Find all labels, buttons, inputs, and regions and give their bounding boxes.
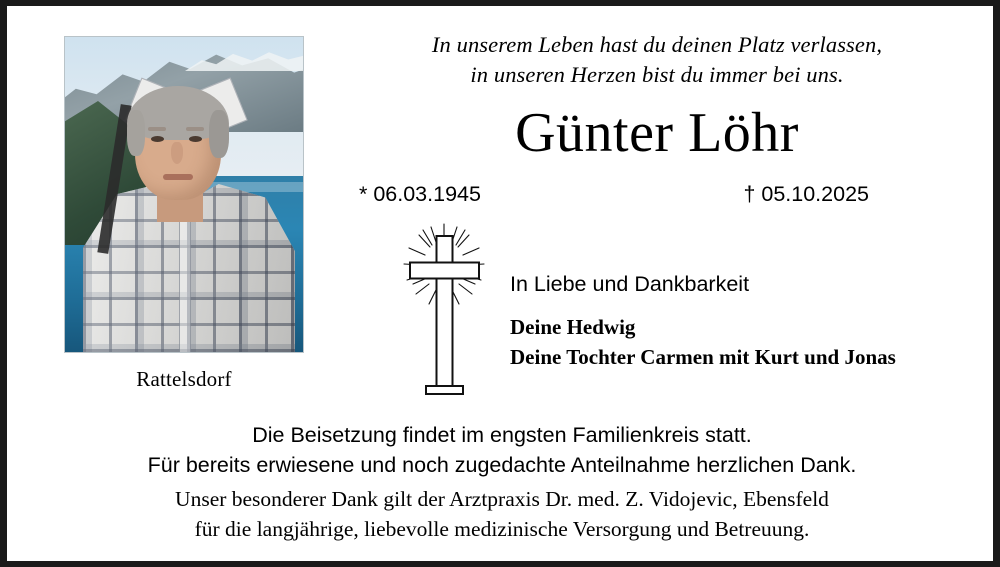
life-dates bbox=[359, 182, 869, 207]
photo-eyebrow-left bbox=[148, 127, 166, 131]
death-date: † 05.10.2025 bbox=[743, 182, 869, 206]
deceased-name: Günter Löhr bbox=[515, 102, 799, 164]
portrait-photo bbox=[64, 36, 304, 353]
portrait-block bbox=[64, 36, 304, 392]
verse bbox=[337, 30, 977, 90]
verse-line-2: in unseren Herzen bist du immer bei uns. bbox=[470, 61, 844, 87]
notice-inner bbox=[7, 6, 993, 561]
thanks-line-1: Unser besonderer Dank gilt der Arztpraxis Dr. med. Z. Vidojevic, Ebensfeld bbox=[175, 487, 829, 511]
photo-hair-left bbox=[127, 110, 145, 156]
photo-mouth bbox=[163, 174, 193, 180]
photo-nose bbox=[171, 142, 183, 164]
photo-eyebrow-right bbox=[186, 127, 204, 131]
survivor-2: Deine Tochter Carmen mit Kurt und Jonas bbox=[510, 344, 896, 369]
cross-icon bbox=[390, 218, 500, 398]
funeral-line-2: Für bereits erwiesene und noch zugedachte Anteilnahme herzlichen Dank. bbox=[147, 453, 857, 478]
verse-line-1: In unserem Leben hast du deinen Platz verlassen, bbox=[431, 32, 883, 57]
dedication bbox=[510, 272, 980, 373]
thanks-line-2: für die langjährige, liebevolle medizinische Versorgung und Betreuung. bbox=[194, 517, 810, 542]
dedication-intro: In Liebe und Dankbarkeit bbox=[510, 272, 750, 296]
funeral-info bbox=[67, 420, 937, 480]
place-caption: Rattelsdorf bbox=[136, 367, 232, 391]
photo-hair-right bbox=[209, 110, 229, 158]
birth-date: * 06.03.1945 bbox=[359, 182, 481, 206]
photo-eye-left bbox=[151, 136, 164, 142]
photo-eye-right bbox=[189, 136, 202, 142]
survivor-1: Deine Hedwig bbox=[510, 315, 636, 339]
funeral-line-1: Die Beisetzung findet im engsten Familienkreis statt. bbox=[252, 423, 752, 447]
thanks-info bbox=[67, 484, 937, 544]
photo-person bbox=[83, 84, 295, 352]
